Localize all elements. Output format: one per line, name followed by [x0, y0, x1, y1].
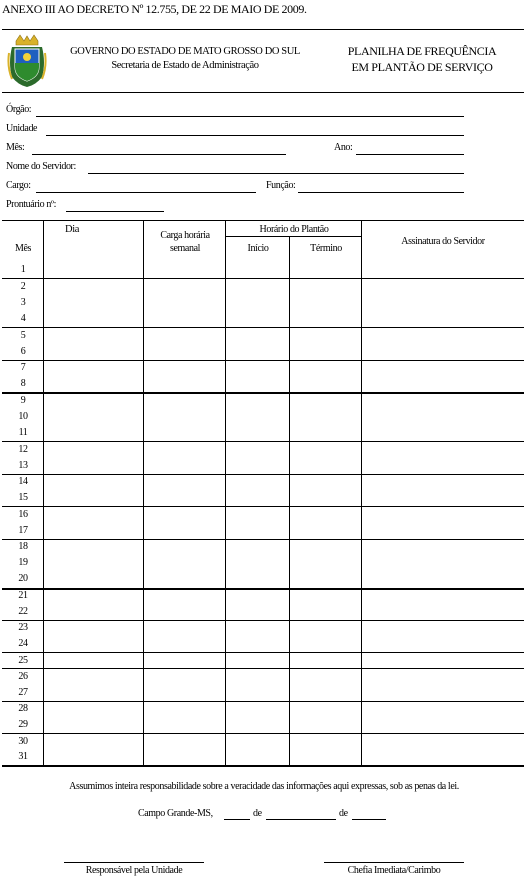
day-number: 2	[20, 281, 26, 292]
day-number: 28	[18, 703, 28, 714]
day-number: 10	[18, 411, 28, 422]
prontuario-field[interactable]	[6, 199, 56, 210]
prontuario-line	[66, 211, 164, 212]
unidade-label: Unidade	[6, 123, 38, 134]
ano-line	[356, 154, 464, 155]
coat-of-arms-icon	[6, 33, 48, 89]
day-number: 15	[18, 492, 28, 503]
ano-label: Ano:	[334, 142, 353, 153]
mes-label: Mês:	[6, 142, 25, 153]
signature-label-right: Chefia Imediata/Carimbo	[347, 865, 441, 876]
day-number: 22	[18, 606, 28, 617]
signature-line-right[interactable]	[324, 862, 464, 863]
day-number: 29	[18, 719, 28, 730]
col-inicio: Início	[247, 243, 269, 254]
cargo-label: Cargo:	[6, 180, 31, 191]
day-number: 5	[20, 330, 26, 341]
day-number: 25	[18, 655, 28, 666]
mes-field[interactable]	[6, 142, 24, 153]
header-divider	[2, 29, 524, 30]
date-month-line[interactable]	[266, 819, 336, 820]
funcao-label: Função:	[266, 180, 296, 191]
cargo-line	[36, 192, 256, 193]
day-number: 31	[18, 751, 28, 762]
date-year-line[interactable]	[352, 819, 386, 820]
ano-field[interactable]	[334, 142, 352, 153]
city-label: Campo Grande-MS,	[138, 808, 213, 819]
declaration-text: Assumimos inteira responsabilidade sobre a veracidade das informações aqui expressas, sob as penas da lei.	[69, 781, 459, 792]
orgao-label: Órgão:	[6, 104, 32, 115]
orgao-line	[36, 116, 464, 117]
day-number: 12	[18, 444, 28, 455]
date-de-2: de	[339, 808, 348, 819]
col-assinatura: Assinatura do Servidor	[401, 236, 485, 247]
funcao-line	[298, 192, 464, 193]
col-termino: Término	[310, 243, 342, 254]
day-number: 17	[18, 525, 28, 536]
day-number: 27	[18, 687, 28, 698]
day-number: 4	[20, 313, 26, 324]
day-number: 7	[20, 362, 26, 373]
col-dia: Dia	[65, 224, 79, 235]
cargo-field[interactable]	[6, 180, 31, 191]
day-number: 24	[18, 638, 28, 649]
day-number: 30	[18, 736, 28, 747]
header-bottom-divider	[2, 92, 524, 93]
day-number: 23	[18, 622, 28, 633]
form-title-line1: PLANILHA DE FREQUÊNCIA	[347, 44, 497, 58]
unidade-line	[46, 135, 464, 136]
day-number: 13	[18, 460, 28, 471]
signature-label-left: Responsável pela Unidade	[85, 865, 183, 876]
col-carga-line1: Carga horária	[160, 230, 210, 241]
day-number: 21	[18, 590, 28, 601]
prontuario-label: Prontuário nº:	[6, 199, 56, 210]
date-day-line[interactable]	[224, 819, 250, 820]
orgao-field[interactable]	[6, 104, 31, 115]
org-subtitle: Secretaria de Estado de Administração	[111, 60, 259, 71]
day-number: 14	[18, 476, 28, 487]
day-number: 19	[18, 557, 28, 568]
day-number: 20	[18, 573, 28, 584]
decree-header: ANEXO III AO DECRETO Nº 12.755, DE 22 DE MAIO DE 2009.	[2, 2, 307, 16]
day-number: 1	[20, 264, 26, 275]
day-number: 3	[20, 297, 26, 308]
col-horario: Horário do Plantão	[259, 224, 329, 235]
day-number: 6	[20, 346, 26, 357]
signature-line-left[interactable]	[64, 862, 204, 863]
col-mes: Mês	[14, 243, 32, 254]
nome-servidor-line	[88, 173, 464, 174]
nome-servidor-field[interactable]	[6, 161, 76, 172]
day-number: 8	[20, 378, 26, 389]
day-number: 16	[18, 509, 28, 520]
day-number: 26	[18, 671, 28, 682]
funcao-field[interactable]	[266, 180, 295, 191]
mes-line	[32, 154, 286, 155]
day-number: 9	[20, 395, 26, 406]
nome-servidor-label: Nome do Servidor:	[6, 161, 76, 172]
day-number: 18	[18, 541, 28, 552]
org-title: GOVERNO DO ESTADO DE MATO GROSSO DO SUL	[70, 46, 300, 57]
form-title-line2: EM PLANTÃO DE SERVIÇO	[351, 60, 493, 74]
date-de-1: de	[253, 808, 262, 819]
unidade-field[interactable]	[6, 123, 37, 134]
col-carga-line2: semanal	[170, 243, 200, 254]
day-number: 11	[18, 427, 28, 438]
